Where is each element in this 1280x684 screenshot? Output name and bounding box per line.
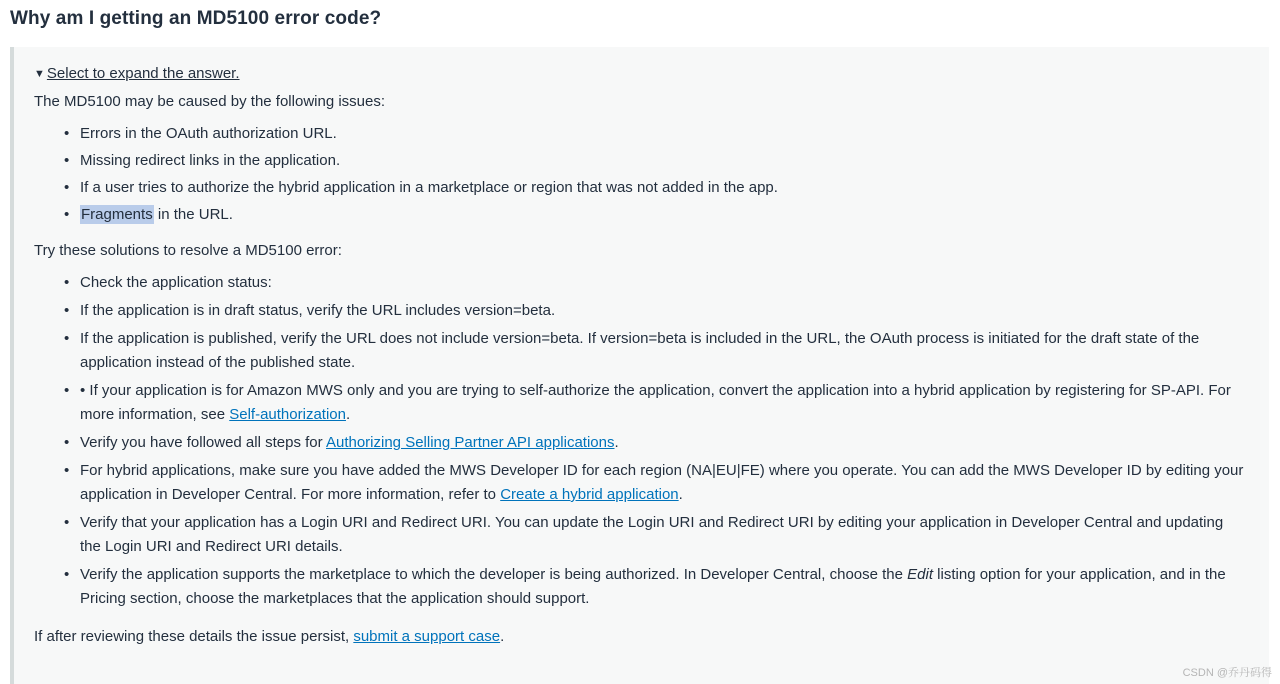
text-run: Verify the application supports the marketplace to which the developer is being authorized. In Developer Central, choose the	[80, 566, 908, 583]
list-item	[64, 271, 1245, 295]
text-run: in the URL.	[153, 206, 233, 223]
emphasis-text: Edit	[907, 566, 934, 583]
list-item	[64, 122, 1245, 146]
text-run: .	[614, 434, 619, 451]
submit-support-case-link[interactable]: submit a support case	[353, 628, 501, 645]
list-item	[64, 563, 1245, 611]
expand-answer-toggle[interactable]	[34, 65, 1245, 82]
text-run: If a user tries to authorize the hybrid application in a marketplace or region that was not added in the app.	[80, 179, 778, 196]
text-run: If the application is published, verify the URL does not include version=beta. If version=beta is included in the URL, the OAuth process is initiated for the draft state of the application instead of the published state.	[80, 330, 1200, 371]
list-item	[64, 176, 1245, 200]
text-run: For hybrid applications, make sure you have added the MWS Developer ID for each region (NA|EU|FE) where you operate. You can add the MWS Developer ID by editing your application in Developer Central. For more information, refer to	[80, 462, 1244, 503]
inline-link[interactable]: Create a hybrid application	[500, 486, 679, 503]
text-run: Check the application status:	[80, 274, 272, 291]
list-item	[64, 431, 1245, 455]
causes-list	[34, 122, 1245, 227]
closing-text-before: If after reviewing these details the issue persist,	[34, 628, 354, 645]
list-item	[64, 379, 1245, 427]
page-title: Why am I getting an MD5100 error code?	[10, 8, 382, 29]
closing-text-after: .	[500, 628, 505, 645]
text-run: Verify you have followed all steps for	[80, 434, 326, 451]
solutions-intro: Try these solutions to resolve a MD5100 error:	[34, 242, 342, 259]
inline-link[interactable]: Self-authorization	[229, 406, 346, 423]
list-item	[64, 203, 1245, 227]
text-run: If the application is in draft status, verify the URL includes version=beta.	[80, 302, 556, 319]
text-run: • If your application is for Amazon MWS only and you are trying to self-authorize the application, convert the application into a hybrid application by registering for SP-API. For more information, see	[80, 382, 1231, 423]
text-run: .	[345, 406, 351, 423]
list-item	[64, 299, 1245, 323]
list-item	[64, 149, 1245, 173]
expand-answer-label[interactable]: Select to expand the answer.	[46, 65, 240, 82]
text-run: Missing redirect links in the application.	[80, 152, 341, 169]
inline-link[interactable]: Authorizing Selling Partner API applications	[325, 434, 615, 451]
answer-panel	[10, 47, 1269, 684]
solutions-list	[34, 271, 1245, 611]
list-item	[64, 511, 1245, 559]
text-run: listing option for your application, and in the Pricing section, choose the marketplaces that the application should support.	[80, 566, 1226, 607]
text-run: Verify that your application has a Login URI and Redirect URI. You can update the Login URI and Redirect URI by editing your application in Developer Central and updating the Login URI and Redirect URI details.	[80, 514, 1224, 555]
highlighted-text: Fragments	[81, 206, 153, 223]
triangle-down-icon: ▼	[34, 68, 45, 80]
watermark: CSDN @乔丹码得	[1182, 667, 1272, 679]
list-item	[64, 459, 1245, 507]
causes-intro: The MD5100 may be caused by the following issues:	[34, 93, 386, 110]
text-run: Errors in the OAuth authorization URL.	[80, 125, 337, 142]
closing-paragraph	[34, 627, 1245, 647]
text-run: .	[678, 486, 683, 503]
list-item	[64, 327, 1245, 375]
